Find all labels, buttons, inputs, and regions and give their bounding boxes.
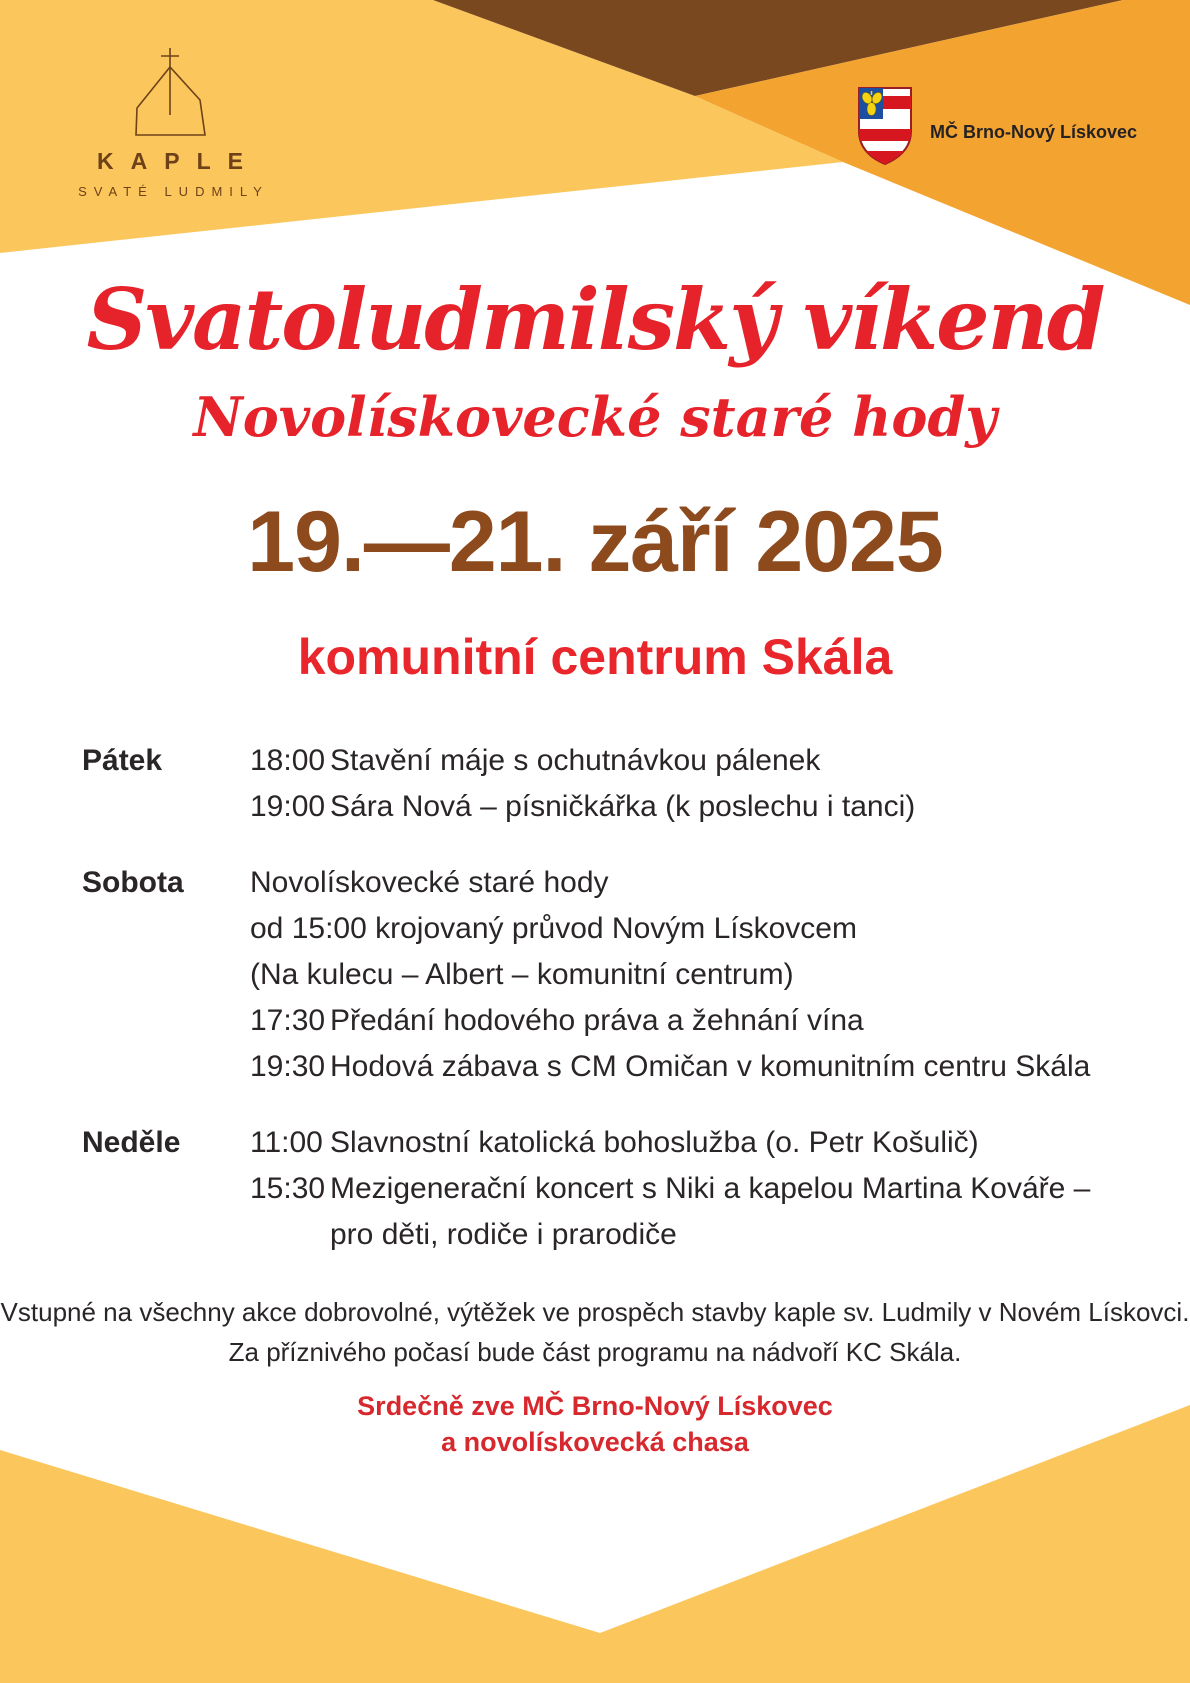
page-subtitle: Novolískovecké staré hody [193,385,997,449]
schedule-row [82,1044,1132,1090]
municipality-label: MČ Brno-Nový Lískovec [930,122,1138,142]
event-time: 19:30 [250,1050,326,1083]
kaple-logo-subtitle: SVATÉ LUDMILY [78,184,269,199]
chapel-icon [70,30,270,142]
day-spacer [82,906,250,952]
event-text: Sára Nová – písničkářka (k poslechu i tanci) [330,790,916,823]
day-spacer [82,784,250,830]
event-text: pro děti, rodiče i prarodiče [330,1218,677,1251]
event-text: Stavění máje s ochutnávkou pálenek [330,744,821,777]
event-text: Předání hodového práva a žehnání vína [330,1004,864,1037]
day-label: Pátek [82,744,163,777]
event-text: Mezigenerační koncert s Niki a kapelou Martina Kováře – [330,1172,1091,1205]
coat-of-arms-icon [856,85,914,172]
schedule-section-saturday [82,860,1132,1090]
day-spacer [82,1166,250,1212]
time-spacer [250,1212,330,1258]
kaple-logo-name: KAPLE [97,148,260,174]
schedule [82,738,1132,1258]
page-title: Svatoludmilský víkend [86,270,1104,369]
schedule-row [82,998,1132,1044]
event-time: 19:00 [250,790,326,823]
day-spacer [82,998,250,1044]
event-time: 18:00 [250,744,326,777]
schedule-section-friday [82,738,1132,830]
schedule-row [82,1120,1132,1166]
invitation-line1: Srdečně zve MČ Brno-Nový Lískovec [357,1391,833,1421]
municipality-logo [856,85,1137,172]
footer-note-line2: Za příznivého počasí bude část programu na nádvoří KC Skála. [228,1337,962,1367]
day-label: Sobota [82,866,184,899]
day-spacer [82,1212,250,1258]
day-spacer [82,1044,250,1090]
kaple-logo [70,30,270,199]
event-time: 15:30 [250,1172,326,1205]
event-text: Slavnostní katolická bohoslužba (o. Petr Košulič) [330,1126,979,1159]
schedule-row [82,1166,1132,1212]
footer-note-line1: Vstupné na všechny akce dobrovolné, výtěžek ve prospěch stavby kaple sv. Ludmily v Novém Lískovci. [0,1297,1190,1327]
schedule-section-sunday [82,1120,1132,1258]
invitation [0,1388,1190,1460]
schedule-row [82,952,1132,998]
day-label: Neděle [82,1126,181,1159]
day-spacer [82,952,250,998]
schedule-row [82,860,1132,906]
schedule-row [82,784,1132,830]
invitation-line2: a novolískovecká chasa [441,1427,749,1457]
event-text: Hodová zábava s CM Omičan v komunitním centru Skála [330,1050,1091,1083]
event-text: (Na kulecu – Albert – komunitní centrum) [250,958,794,991]
schedule-row [82,906,1132,952]
schedule-row [82,1212,1132,1258]
event-text: Novolískovecké staré hody [250,866,609,899]
event-time: 17:30 [250,1004,326,1037]
schedule-row [82,738,1132,784]
event-date: 19.—21. září 2025 [247,494,943,590]
event-text: od 15:00 krojovaný průvod Novým Lískovcem [250,912,857,945]
event-time: 11:00 [250,1126,323,1159]
footer-notes [0,1292,1190,1372]
event-venue: komunitní centrum Skála [297,629,893,685]
